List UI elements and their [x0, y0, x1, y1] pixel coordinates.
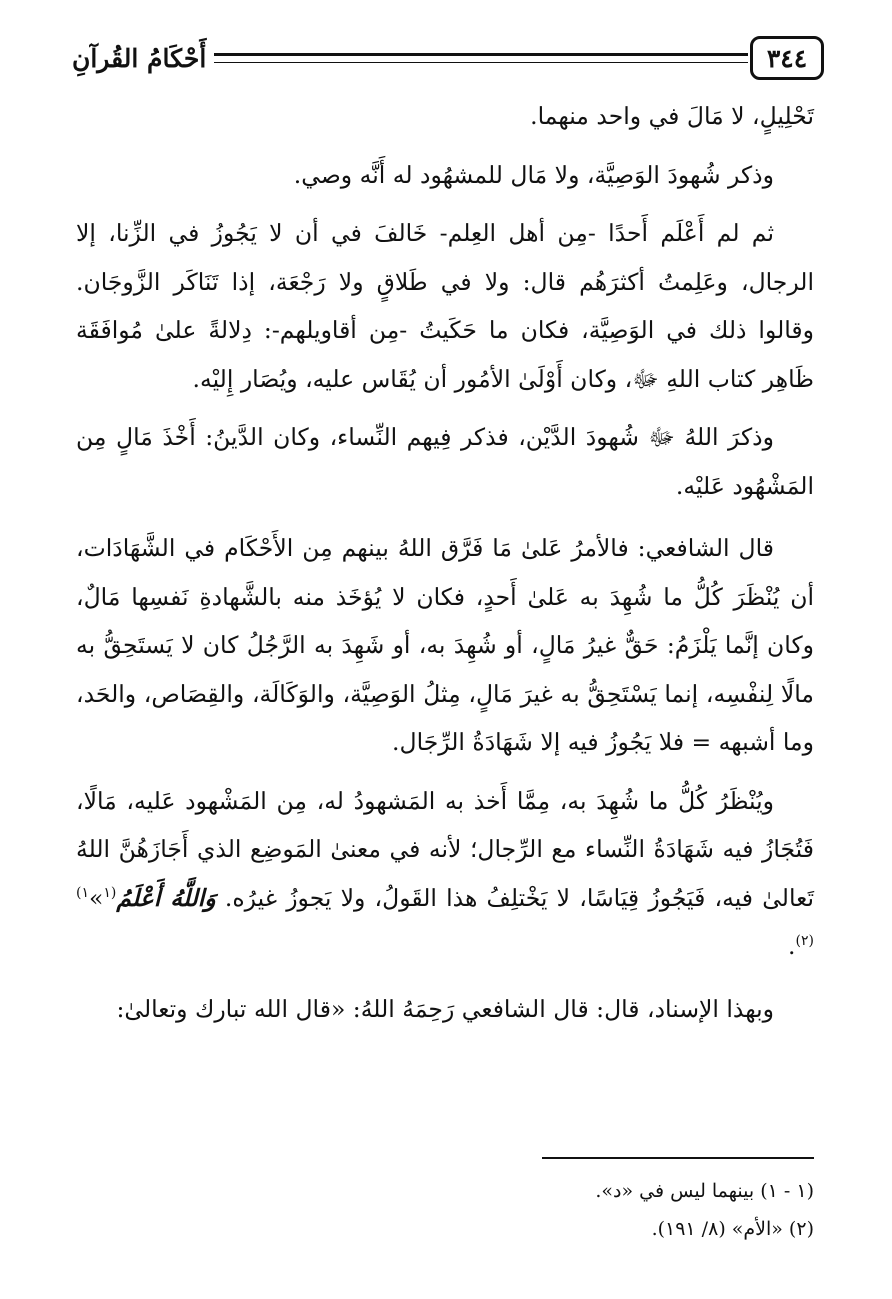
paragraph-3: ثم لم أَعْلَم أَحدًا -مِن أهل العِلم- خَالفَ في أن لا يَجُوزُ في الزِّنا، إلا الرجال، وعَلِمتُ أكثرَهُم قال: ولا في طَلاقٍ ولا رَجْعَة، إذا تَنَاكَر الزَّوجَان. وقالوا ذلك في الوَصِيَّة، فكان ما حَكَيتُ -مِن أقاويلهم-: دِلالةً علىٰ مُوافَقَة ظَاهِر كتاب اللهِ ﷻ، وكان أَوْلَىٰ الأمُور أن يُقَاس عليه، ويُصَار إِليْه.	[76, 219, 814, 393]
paragraph-5: قال الشافعي: فالأمرُ عَلىٰ مَا فَرَّق اللهُ بينهم مِن الأَحْكَام في الشَّهَادَات، أن يُنْظَرَ كُلُّ ما شُهِدَ به عَلىٰ أَحدٍ، فكان لا يُؤخَذ منه بالشَّهادةِ نَفسِها مَالٌ، وكان إنَّما يَلْزَمُ: حَقٌّ غيرُ مَالٍ، أو شُهِدَ به، أو شَهِدَ به الرَّجُلُ كان لا يَستَحِقُّ به مالًا لِنفْسِه، إنما يَسْتَحِقُّ به غيرَ مَالٍ، مِثلُ الوَصِيَّة، والوَكَالَة، والقِصَاص، والحَد، وما أشبهه = فلا يَجُوزُ فيه إلا شَهَادَةُ الرِّجَال.	[76, 534, 814, 756]
footnote-2: (٢) «الأم» (٨/ ١٩١).	[651, 1218, 814, 1240]
footnotes	[76, 1172, 814, 1248]
book-title: أَحْكَامُ القُرآنِ	[72, 43, 207, 73]
header-rule	[214, 53, 748, 63]
paragraph-6	[76, 777, 814, 971]
footnote-ref-1-close[interactable]: ١)	[76, 884, 89, 901]
quote-close: »	[89, 883, 104, 912]
page-header	[72, 28, 824, 88]
paragraph-4: وذكرَ اللهُ ﷻ شُهودَ الدَّيْن، فذكر فِيهم النِّساء، وكان الدَّينُ: أَخْذَ مَالٍ مِن المَشْهُود عَليْه.	[76, 423, 814, 500]
footnote-1: (١ - ١) بينهما ليس في «د».	[595, 1180, 814, 1202]
page-number: ٣٤٤	[766, 43, 808, 73]
page-number-box	[750, 36, 824, 80]
closing-formula: وَاللَّهُ أَعْلَمُ	[116, 883, 216, 912]
paragraph-1: تَحْلِيلٍ، لا مَالَ في واحد منهما.	[530, 102, 814, 130]
paragraph-2: وذكر شُهودَ الوَصِيَّة، ولا مَال للمشهُود له أَنَّه وصي.	[293, 160, 774, 189]
paragraph-7: وبهذا الإسناد، قال: قال الشافعي رَحِمَهُ اللهُ: «قال الله تبارك وتعالىٰ:	[116, 994, 774, 1023]
paragraph-6-end: .	[788, 932, 796, 960]
paragraph-6-text: ويُنْظَرُ كُلُّ ما شُهِدَ به، مِمَّا أَخذ به المَشهودُ له، مِن المَشْهود عَليه، مَالًا، فَتُجَازُ فيه شَهَادَةُ النِّساء مع الرِّجال؛ لأنه في معنىٰ المَوضِع الذي أَجَازَهُنَّ اللهُ تَعالىٰ فيه، فَيَجُوزُ قِيَاسًا، لا يَخْتلِفُ هذا القَولُ، ولا يَجوزُ غيرُه.	[76, 786, 814, 912]
main-text	[76, 92, 814, 1043]
footnote-separator	[542, 1157, 814, 1159]
footnote-ref-2[interactable]: (٢)	[795, 933, 814, 950]
footnote-ref-1-open[interactable]: (١	[103, 884, 117, 901]
